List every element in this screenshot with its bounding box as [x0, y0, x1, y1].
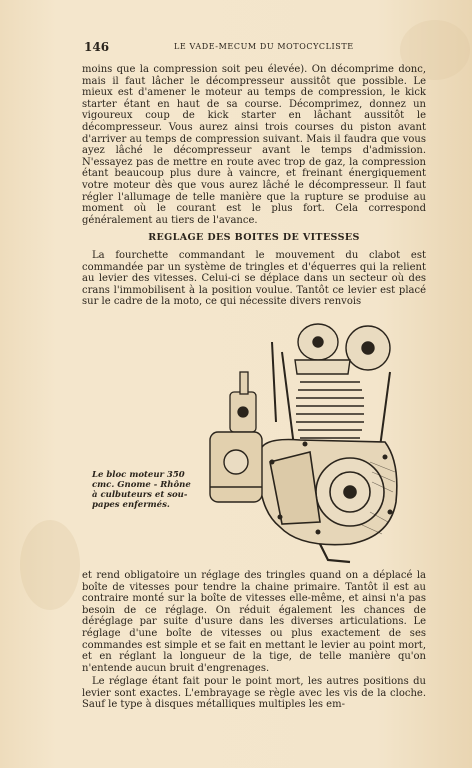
carburettor [230, 372, 256, 432]
caption-line: cmc. Gnome - Rhône [92, 480, 191, 490]
engine-illustration [200, 312, 410, 564]
body-text-block [82, 64, 426, 226]
page-header [84, 40, 424, 56]
crankcase [259, 440, 397, 545]
paragraph: Le réglage étant fait pour le point mort, les autres positions du levier sont exactes. L'embrayage se règle avec les vis de la cloche. Sauf le type à disques métalliques multiples les em- [82, 676, 426, 711]
paper-stain [20, 520, 80, 610]
paragraph: et rend obligatoire un réglage des tringles quand on a déplacé la boîte de vitesses pour tendre la chaine primaire. Tantôt il est au contraire monté sur la boîte de vitesses elle-même, et ainsi n'a pas besoin de ce réglage. On réduit également les chances de déréglage par suite d'usure dans les diverses articulations. Le réglage d'une boîte de vitesses ou plus exactement de ses commandes est simple et se fait en mettant le levier au point mort, et en réglant la longueur de la tige, de telle manière qu'on n'entende aucun bruit d'engrenages. [82, 570, 426, 674]
body-text-block [82, 250, 426, 308]
body-text-block [82, 570, 426, 674]
rocker-boxes [295, 324, 390, 374]
cylinder-fins [296, 382, 364, 438]
running-head: LE VADE-MECUM DU MOTOCYCLISTE [174, 42, 354, 51]
caption-line: Le bloc moteur 350 [92, 470, 185, 480]
gearbox [210, 432, 262, 502]
figure-caption [92, 470, 202, 510]
paragraph: moins que la compression soit peu élevée). On décomprime donc, mais il faut lâcher le décompresseur aussitôt que possible. Le mieux est d'amener le moteur au temps de compression, le kick starter étant en haut de sa course. Décomprimez, donnez un vigoureux coup de kick starter en lâchant aussitôt le décompresseur. Vous aurez ainsi trois courses du piston avant d'arriver au temps de compression suivant. Mais il faudra que vous ayez lâché le décompresseur avant le temps d'admission. N'essayez pas de mettre en route avec trop de gaz, la compression étant beaucoup plus dure à vaincre, et freinant énergiquement votre moteur dès que vous aurez lâché le décompresseur. Il faut régler l'allumage de telle manière que la rupture se produise au moment où le courant est le plus fort. Cela correspond généralement au tiers de l'avance. [82, 64, 426, 226]
caption-line: papes enfermés. [92, 500, 170, 510]
section-title: REGLAGE DES BOITES DE VITESSES [148, 232, 360, 243]
page-number: 146 [84, 40, 110, 54]
paragraph: La fourchette commandant le mouvement du clabot est commandée par un système de tringles et d'équerres qui la relient au levier des vitesses. Celui-ci se déplace dans un secteur où des crans l'immobilisent à la position voulue. Tantôt ce levier est placé sur le cadre de la moto, ce qui nécessite divers renvois [82, 250, 426, 308]
caption-line: à culbuteurs et sou- [92, 490, 188, 500]
body-text-block [82, 676, 426, 711]
